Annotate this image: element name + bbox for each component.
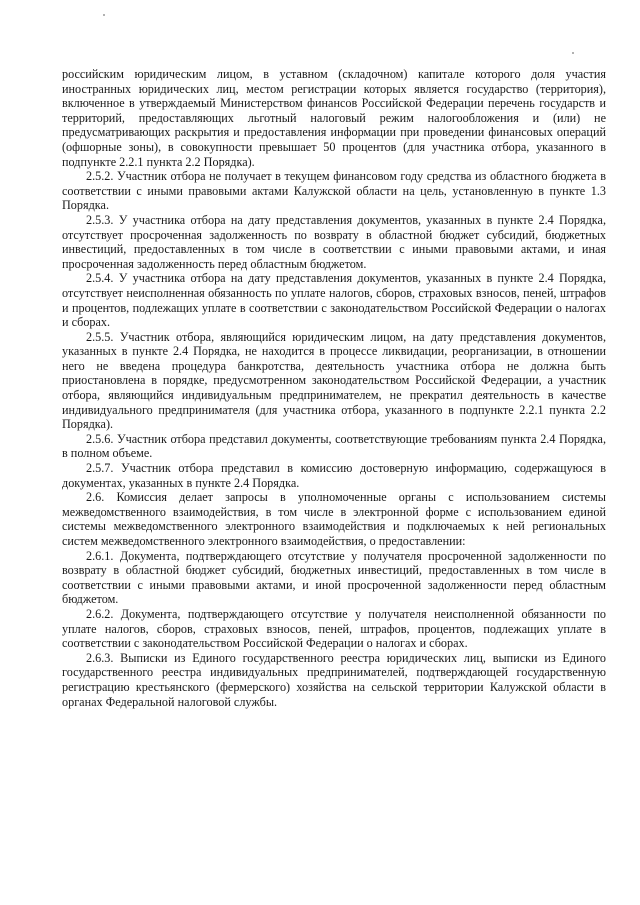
paragraph-2-6-1: 2.6.1. Документа, подтверждающего отсутствие у получателя просроченной задолженности по возврату в областной бюджет субсидий, бюджетных инвестиций, предоставленных в том числе в соответствии с иными правовыми актами, и иной просроченной задолженности перед областным бюджетом. [62,548,606,607]
scan-speck [103,14,105,16]
paragraph-2-5-5: 2.5.5. Участник отбора, являющийся юридическим лицом, на дату представления документов, указанных в пункте 2.4 Порядка, не находится в процессе ликвидации, реорганизации, в отношении него не введена процедура банкротства, деятельность участника отбора не должна быть приостановлена в порядке, предусмотренном законодательством Российской Федерации, а участник отбора, являющийся индивидуальным предпринимателем, не прекратил деятельность в качестве индивидуального предпринимателя (для участника отбора, указанного в подпункте 2.2.1 пункта 2.2 Порядка). [62,329,606,432]
paragraph-2-6-3: 2.6.3. Выписки из Единого государственного реестра юридических лиц, выписки из Единого государственного реестра индивидуальных предпринимателей, подтверждающей государственную регистрацию крестьянского (фермерского) хозяйства на сельской территории Калужской области в органах Федеральной налоговой службы. [62,650,606,709]
paragraph-2-6-2: 2.6.2. Документа, подтверждающего отсутствие у получателя неисполненной обязанности по уплате налогов, сборов, страховых взносов, пеней, штрафов, процентов, подлежащих уплате в соответствии с законодательством Российской Федерации о налогах и сборах. [62,606,606,651]
paragraph-2-6: 2.6. Комиссия делает запросы в уполномоченные органы с использованием системы межведомственного взаимодействия, в том числе в электронной форме с использованием единой системы межведомственного электронного взаимодействия и подключаемых к ней региональных систем межведомственного электронного взаимодействия, о предоставлении: [62,490,606,548]
paragraph-2-5-7: 2.5.7. Участник отбора представил в комиссию достоверную информацию, содержащуюся в документах, указанных в пункте 2.4 Порядка. [62,461,606,490]
paragraph-2-5-2: 2.5.2. Участник отбора не получает в текущем финансовом году средства из областного бюджета в соответствии с иными правовыми актами Калужской области на цель, установленную в пункте 1.3 Порядка. [62,169,606,213]
paragraph-2-5-6: 2.5.6. Участник отбора представил документы, соответствующие требованиям пункта 2.4 Порядка, в полном объеме. [62,431,606,461]
paragraph-continuation: российским юридическим лицом, в уставном (складочном) капитале которого доля участия иностранных юридических лиц, местом регистрации которых является государство (территория), включенное в утверждаемый Министерством финансов Российской Федерации перечень государств и территорий, предоставляющих льготный налоговый режим налогообложения и (или) не предусматривающих раскрытия и предоставления информации при проведении финансовых операций (офшорные зоны), в совокупности превышает 50 процентов (для участника отбора, указанного в подпункте 2.2.1 пункта 2.2 Порядка). [62,67,606,169]
paragraph-2-5-4: 2.5.4. У участника отбора на дату представления документов, указанных в пункте 2.4 Порядка, отсутствует неисполненная обязанность по уплате налогов, сборов, страховых взносов, пеней, штрафов и процентов, подлежащих уплате в соответствии с законодательством Российской Федерации о налогах и сборах. [62,271,606,330]
scan-speck [572,52,574,54]
document-body [62,67,606,709]
paragraph-2-5-3: 2.5.3. У участника отбора на дату представления документов, указанных в пункте 2.4 Порядка, отсутствует просроченная задолженность по возврату в областной бюджет субсидий, бюджетных инвестиций, предоставленных в том числе в соответствии с иными правовыми актами, и иная просроченная задолженность перед областным бюджетом. [62,212,606,271]
